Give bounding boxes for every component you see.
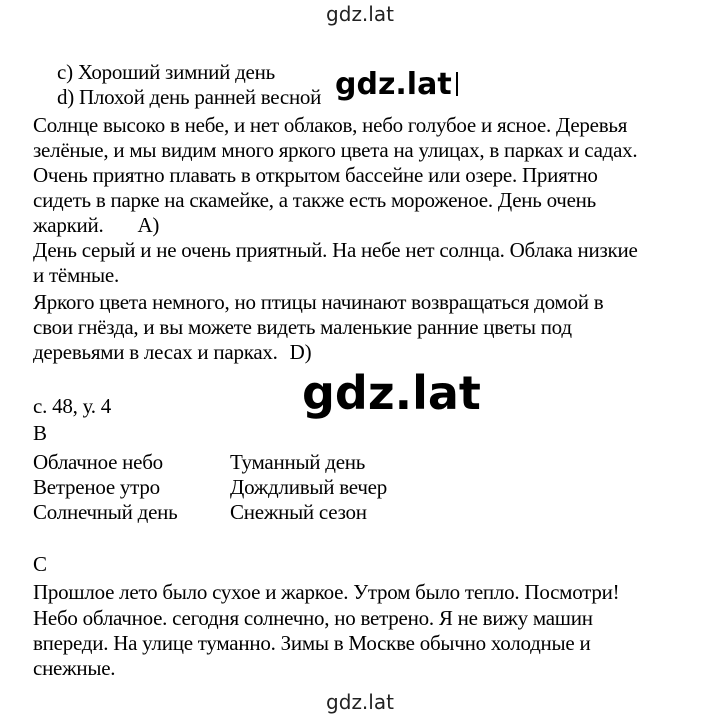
pair-right: Снежный сезон: [230, 500, 367, 524]
pair-left: Ветреное утро: [33, 475, 160, 499]
option-c: c) Хороший зимний день: [57, 60, 275, 84]
paragraph-d-line: и тёмные.: [33, 263, 119, 287]
paragraph-d-line: Яркого цвета немного, но птицы начинают возвращаться домой в: [33, 290, 604, 314]
section-c-line: Прошлое лето было сухое и жаркое. Утром было тепло. Посмотри!: [33, 580, 620, 604]
paragraph-a-line: Очень приятно плавать в открытом бассейне или озере. Приятно: [33, 163, 598, 187]
section-c-line: Небо облачное. сегодня солнечно, но ветрено. Я не вижу машин: [33, 606, 593, 630]
paragraph-d-line: свои гнёзда, и вы можете видеть маленькие ранние цветы под: [33, 315, 572, 339]
answer-a: A): [137, 213, 160, 237]
paragraph-a-line: жаркий.: [33, 213, 104, 237]
exercise-reference: с. 48, у. 4: [33, 394, 111, 418]
paragraph-d-last-line: [33, 340, 311, 365]
section-c-line: впереди. На улице туманно. Зимы в Москве обычно холодные и: [33, 631, 591, 655]
pair-right: Дождливый вечер: [230, 475, 387, 499]
paragraph-a-line: Солнце высоко в небе, и нет облаков, небо голубое и ясное. Деревья: [33, 113, 628, 137]
paragraph-a-last-line: [33, 213, 159, 238]
answer-d: D): [289, 340, 312, 364]
paragraph-d-line: деревьями в лесах и парках.: [33, 340, 278, 364]
watermark-middle-1: [335, 67, 458, 102]
watermark-middle-2: gdz.lat: [302, 366, 481, 420]
watermark-bottom: gdz.lat: [326, 690, 394, 714]
section-c-label: C: [33, 552, 47, 576]
watermark-middle-1-text: gdz.lat: [335, 67, 452, 102]
pair-left: Солнечный день: [33, 500, 178, 524]
paragraph-d-line: День серый и не очень приятный. На небе нет солнца. Облака низкие: [33, 238, 638, 262]
pair-right: Туманный день: [230, 450, 366, 474]
option-d: d) Плохой день ранней весной: [57, 85, 322, 109]
watermark-top: gdz.lat: [326, 2, 394, 26]
paragraph-a-line: сидеть в парке на скамейке, а также есть мороженое. День очень: [33, 188, 596, 212]
section-b-label: B: [33, 421, 47, 445]
paragraph-a-line: зелёные, и мы видим много яркого цвета на улицах, в парках и садах.: [33, 138, 638, 162]
cursor-bar-icon: [456, 72, 458, 96]
pair-left: Облачное небо: [33, 450, 163, 474]
section-c-line: снежные.: [33, 656, 116, 680]
